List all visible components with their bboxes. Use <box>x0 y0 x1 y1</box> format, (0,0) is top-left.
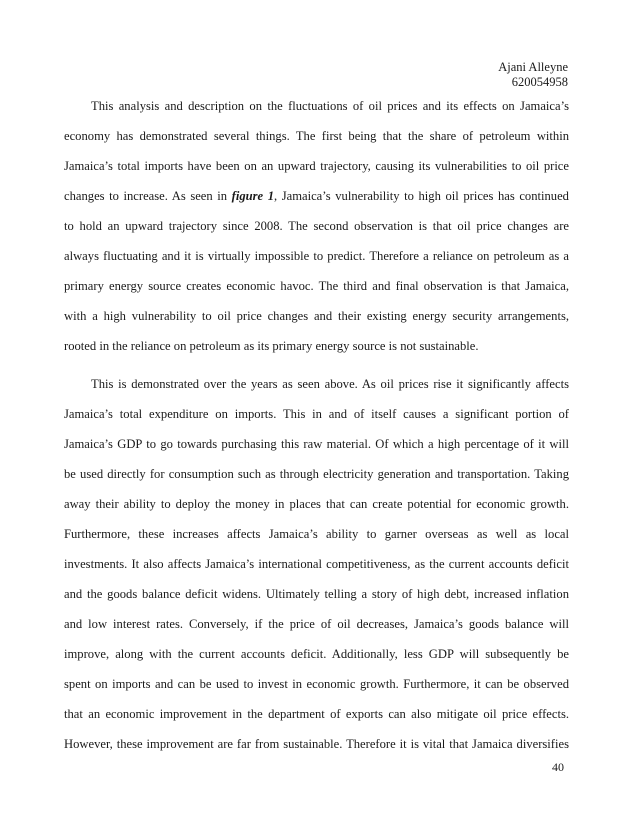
paragraph-line: However, these improvement are far from sustainable. Therefore it is vital that Jamaica diversifies <box>64 737 569 751</box>
paragraph-line: This is demonstrated over the years as seen above. As oil prices rise it significantly affects <box>91 377 569 391</box>
paragraph-line: and the goods balance deficit widens. Ultimately telling a story of high debt, increased inflation <box>64 587 569 601</box>
paragraph-line: Furthermore, these increases affects Jamaica’s ability to garner overseas as well as local <box>64 527 569 541</box>
paragraph-1 <box>64 91 569 361</box>
author-block <box>498 60 568 90</box>
paragraph-line: and low interest rates. Conversely, if the price of oil decreases, Jamaica’s goods balance will <box>64 617 569 631</box>
paragraph-line: investments. It also affects Jamaica’s international competitiveness, as the current accounts deficit <box>64 557 569 571</box>
page-number: 40 <box>552 760 564 774</box>
paragraph-line-with-figure-ref <box>64 181 569 211</box>
paragraph-line: primary energy source creates economic havoc. The third and final observation is that Jamaica, <box>64 279 569 293</box>
text-before-figure-ref: changes to increase. As seen in <box>64 189 228 203</box>
paragraph-line: This analysis and description on the fluctuations of oil prices and its effects on Jamaica’s <box>91 99 569 113</box>
paragraph-line: Jamaica’s GDP to go towards purchasing this raw material. Of which a high percentage of it will <box>64 437 569 451</box>
paragraph-line: with a high vulnerability to oil price changes and their existing energy security arrangements, <box>64 309 569 323</box>
paragraph-line: that an economic improvement in the department of exports can also mitigate oil price effects. <box>64 707 569 721</box>
paragraph-line: Jamaica’s total expenditure on imports. This in and of itself causes a significant portion of <box>64 407 569 421</box>
paragraph-line: away their ability to deploy the money in places that can create potential for economic growth. <box>64 497 569 511</box>
author-name: Ajani Alleyne <box>498 60 568 74</box>
paragraph-line: Jamaica’s total imports have been on an upward trajectory, causing its vulnerabilities to oil price <box>64 159 569 173</box>
paragraph-line: to hold an upward trajectory since 2008. The second observation is that oil price changes are <box>64 219 569 233</box>
paragraph-line: improve, along with the current accounts deficit. Additionally, less GDP will subsequently be <box>64 647 569 661</box>
student-id: 620054958 <box>511 75 568 89</box>
paragraph-line: economy has demonstrated several things. The first being that the share of petroleum within <box>64 129 569 143</box>
paragraph-line: spent on imports and can be used to invest in economic growth. Furthermore, it can be observed <box>64 677 569 691</box>
paragraph-line: always fluctuating and it is virtually impossible to predict. Therefore a reliance on petroleum as a <box>64 249 569 263</box>
text-after-figure-ref: , Jamaica’s vulnerability to high oil prices has continued <box>274 189 569 203</box>
paragraph-line: rooted in the reliance on petroleum as its primary energy source is not sustainable. <box>64 339 479 353</box>
paragraph-line: be used directly for consumption such as through electricity generation and transportation. Taking <box>64 467 569 481</box>
figure-reference: figure 1 <box>231 189 274 203</box>
paragraph-2 <box>64 369 569 759</box>
